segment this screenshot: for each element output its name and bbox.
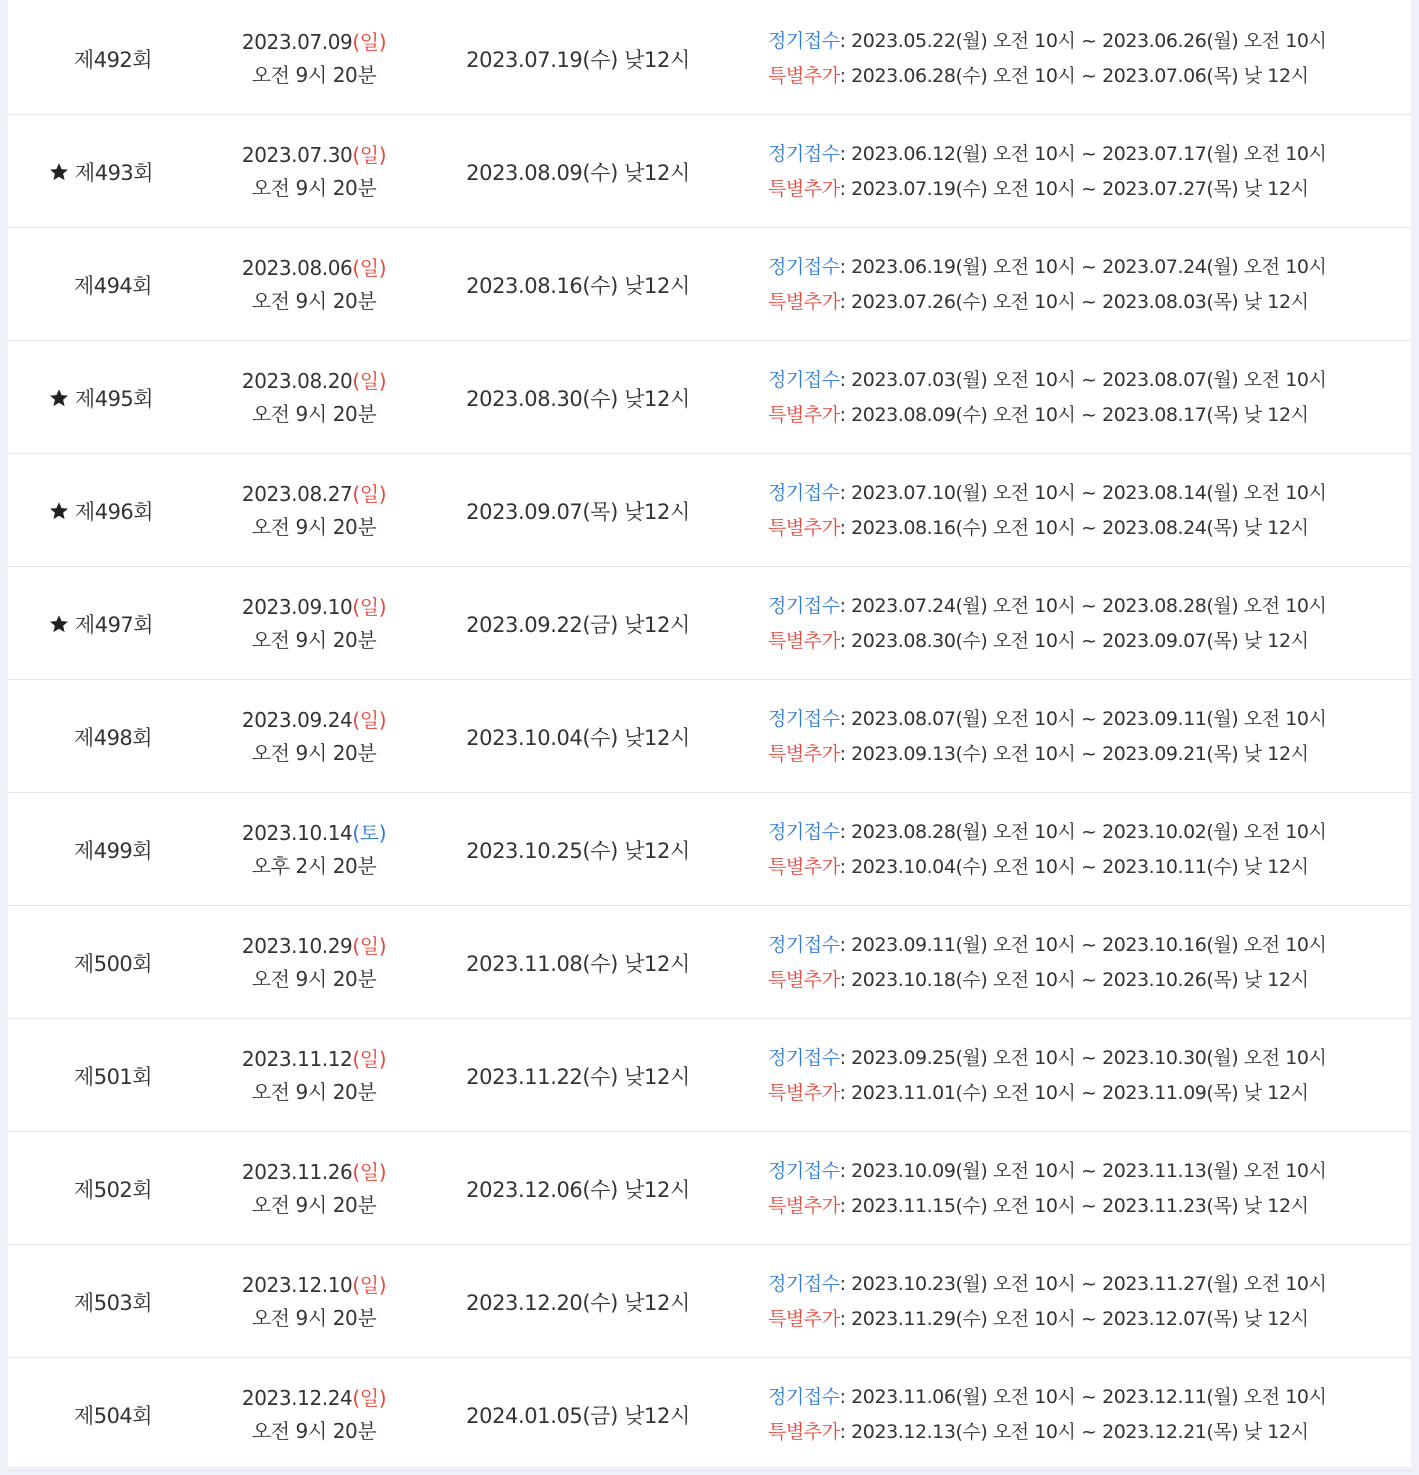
round-number: 제504회 [73, 1404, 153, 1428]
result-date-cell [410, 1133, 746, 1245]
label-separator: : [839, 1308, 852, 1330]
exam-date: 2023.11.26 [241, 1160, 353, 1184]
exam-date-cell [218, 455, 410, 567]
regular-application-line [768, 1380, 1326, 1415]
result-date: 2023.11.08(수) 낮12시 [466, 952, 690, 976]
round-cell [8, 1359, 218, 1471]
label-separator: : [839, 482, 852, 504]
exam-date-line [242, 478, 386, 511]
special-label: 특별추가 [768, 291, 840, 313]
table-row [8, 455, 1411, 567]
regular-label: 정기접수 [768, 595, 840, 617]
result-date: 2023.07.19(수) 낮12시 [466, 48, 690, 72]
result-date: 2023.10.25(수) 낮12시 [466, 839, 690, 863]
exam-date-line [242, 139, 386, 172]
result-date: 2023.08.30(수) 낮12시 [466, 387, 690, 411]
exam-time: 오전 9시 20분 [251, 402, 377, 426]
special-application-line [768, 1415, 1308, 1450]
result-date: 2023.12.20(수) 낮12시 [466, 1291, 690, 1315]
result-date-cell [410, 794, 746, 906]
table-row [8, 907, 1411, 1019]
special-label: 특별추가 [768, 856, 840, 878]
result-date-cell [410, 116, 746, 228]
result-date-cell [410, 1020, 746, 1132]
special-label: 특별추가 [768, 1308, 840, 1330]
exam-date-cell [218, 1133, 410, 1245]
exam-date: 2023.08.20 [241, 369, 353, 393]
special-period: 2023.10.18(수) 오전 10시 ~ 2023.10.26(목) 낮 12시 [851, 969, 1309, 991]
exam-day: (일) [352, 1273, 387, 1297]
exam-time: 오전 9시 20분 [251, 967, 377, 991]
exam-time: 오전 9시 20분 [251, 289, 377, 313]
regular-application-line [768, 363, 1326, 398]
exam-day: (일) [352, 30, 387, 54]
label-separator: : [839, 291, 852, 313]
application-period-cell [768, 907, 1408, 1019]
special-period: 2023.12.13(수) 오전 10시 ~ 2023.12.21(목) 낮 12시 [851, 1421, 1309, 1443]
special-label: 특별추가 [768, 630, 840, 652]
exam-date-line [242, 930, 386, 963]
round-cell [8, 681, 218, 793]
regular-period: 2023.07.03(월) 오전 10시 ~ 2023.08.07(월) 오전 10시 [851, 369, 1327, 391]
star-icon [49, 501, 69, 521]
special-label: 특별추가 [768, 517, 840, 539]
exam-date: 2023.09.10 [241, 595, 353, 619]
regular-application-line [768, 702, 1326, 737]
regular-application-line [768, 24, 1326, 59]
exam-date-line [242, 365, 386, 398]
result-date-cell [410, 568, 746, 680]
application-period-cell [768, 568, 1408, 680]
exam-date: 2023.07.30 [241, 143, 353, 167]
application-period-cell [768, 1359, 1408, 1471]
exam-date-cell [218, 1246, 410, 1358]
special-period: 2023.08.09(수) 오전 10시 ~ 2023.08.17(목) 낮 12시 [851, 404, 1309, 426]
table-row [8, 1133, 1411, 1245]
special-period: 2023.11.01(수) 오전 10시 ~ 2023.11.09(목) 낮 12시 [851, 1082, 1309, 1104]
special-label: 특별추가 [768, 178, 840, 200]
regular-period: 2023.09.25(월) 오전 10시 ~ 2023.10.30(월) 오전 10시 [851, 1047, 1327, 1069]
label-separator: : [839, 369, 852, 391]
label-separator: : [839, 743, 852, 765]
regular-period: 2023.07.24(월) 오전 10시 ~ 2023.08.28(월) 오전 10시 [851, 595, 1327, 617]
special-application-line [768, 59, 1308, 94]
round-number: 제495회 [74, 387, 154, 411]
exam-date: 2023.08.27 [241, 482, 353, 506]
regular-application-line [768, 137, 1326, 172]
round-cell [8, 568, 218, 680]
regular-period: 2023.07.10(월) 오전 10시 ~ 2023.08.14(월) 오전 10시 [851, 482, 1327, 504]
result-date: 2024.01.05(금) 낮12시 [466, 1404, 690, 1428]
result-date-cell [410, 681, 746, 793]
regular-application-line [768, 815, 1326, 850]
exam-date: 2023.12.24 [241, 1386, 353, 1410]
special-application-line [768, 511, 1308, 546]
special-application-line [768, 963, 1308, 998]
label-separator: : [839, 821, 852, 843]
table-row [8, 794, 1411, 906]
round-number: 제502회 [73, 1178, 153, 1202]
exam-date: 2023.10.14 [241, 821, 353, 845]
round-cell [8, 794, 218, 906]
regular-application-line [768, 589, 1326, 624]
exam-time: 오전 9시 20분 [251, 176, 377, 200]
special-application-line [768, 1302, 1308, 1337]
table-row [8, 116, 1411, 228]
regular-period: 2023.09.11(월) 오전 10시 ~ 2023.10.16(월) 오전 10시 [851, 934, 1327, 956]
exam-schedule-table [8, 0, 1411, 1467]
application-period-cell [768, 1020, 1408, 1132]
exam-date-cell [218, 342, 410, 454]
application-period-cell [768, 116, 1408, 228]
exam-date-line [242, 591, 386, 624]
star-icon [49, 162, 69, 182]
special-period: 2023.09.13(수) 오전 10시 ~ 2023.09.21(목) 낮 12시 [851, 743, 1309, 765]
label-separator: : [839, 1047, 852, 1069]
round-cell [8, 1133, 218, 1245]
special-label: 특별추가 [768, 65, 840, 87]
exam-date-cell [218, 229, 410, 341]
round-number: 제499회 [73, 839, 153, 863]
round-number: 제492회 [73, 48, 153, 72]
exam-day: (일) [352, 595, 387, 619]
label-separator: : [839, 178, 852, 200]
exam-date-cell [218, 116, 410, 228]
regular-label: 정기접수 [768, 1273, 840, 1295]
application-period-cell [768, 3, 1408, 115]
special-period: 2023.10.04(수) 오전 10시 ~ 2023.10.11(수) 낮 12시 [851, 856, 1309, 878]
exam-date: 2023.12.10 [241, 1273, 353, 1297]
special-application-line [768, 624, 1308, 659]
table-row [8, 1020, 1411, 1132]
regular-label: 정기접수 [768, 1386, 840, 1408]
exam-time: 오전 9시 20분 [251, 1193, 377, 1217]
exam-date-cell [218, 1020, 410, 1132]
label-separator: : [839, 969, 852, 991]
round-cell [8, 342, 218, 454]
exam-day: (토) [352, 821, 387, 845]
exam-day: (일) [352, 143, 387, 167]
regular-label: 정기접수 [768, 30, 840, 52]
label-separator: : [839, 30, 852, 52]
exam-date-cell [218, 568, 410, 680]
regular-application-line [768, 250, 1326, 285]
round-cell [8, 3, 218, 115]
special-application-line [768, 398, 1308, 433]
round-number: 제496회 [74, 500, 154, 524]
exam-day: (일) [352, 256, 387, 280]
result-date-cell [410, 907, 746, 1019]
regular-label: 정기접수 [768, 369, 840, 391]
exam-date: 2023.08.06 [241, 256, 353, 280]
regular-label: 정기접수 [768, 1160, 840, 1182]
application-period-cell [768, 794, 1408, 906]
exam-date: 2023.10.29 [241, 934, 353, 958]
exam-date-line [242, 252, 386, 285]
label-separator: : [839, 595, 852, 617]
exam-time: 오후 2시 20분 [251, 854, 377, 878]
round-cell [8, 1020, 218, 1132]
exam-date-line [242, 1043, 386, 1076]
exam-date-cell [218, 794, 410, 906]
regular-application-line [768, 476, 1326, 511]
application-period-cell [768, 229, 1408, 341]
round-number: 제501회 [73, 1065, 153, 1089]
regular-period: 2023.11.06(월) 오전 10시 ~ 2023.12.11(월) 오전 10시 [851, 1386, 1327, 1408]
result-date: 2023.09.07(목) 낮12시 [466, 500, 690, 524]
round-number: 제493회 [74, 161, 154, 185]
exam-date-line [242, 704, 386, 737]
result-date-cell [410, 342, 746, 454]
result-date: 2023.12.06(수) 낮12시 [466, 1178, 690, 1202]
label-separator: : [839, 1386, 852, 1408]
round-cell [8, 229, 218, 341]
exam-time: 오전 9시 20분 [251, 741, 377, 765]
table-row [8, 681, 1411, 793]
exam-time: 오전 9시 20분 [251, 515, 377, 539]
label-separator: : [839, 256, 852, 278]
regular-application-line [768, 1267, 1326, 1302]
label-separator: : [839, 517, 852, 539]
exam-day: (일) [352, 1386, 387, 1410]
result-date-cell [410, 3, 746, 115]
result-date: 2023.10.04(수) 낮12시 [466, 726, 690, 750]
exam-time: 오전 9시 20분 [251, 1306, 377, 1330]
table-row [8, 342, 1411, 454]
exam-day: (일) [352, 1160, 387, 1184]
regular-period: 2023.06.12(월) 오전 10시 ~ 2023.07.17(월) 오전 10시 [851, 143, 1327, 165]
regular-application-line [768, 1154, 1326, 1189]
label-separator: : [839, 1421, 852, 1443]
table-row [8, 1359, 1411, 1471]
exam-time: 오전 9시 20분 [251, 1419, 377, 1443]
special-period: 2023.07.26(수) 오전 10시 ~ 2023.08.03(목) 낮 12시 [851, 291, 1309, 313]
result-date-cell [410, 1246, 746, 1358]
regular-label: 정기접수 [768, 256, 840, 278]
exam-date-cell [218, 907, 410, 1019]
special-period: 2023.11.15(수) 오전 10시 ~ 2023.11.23(목) 낮 12시 [851, 1195, 1309, 1217]
regular-period: 2023.05.22(월) 오전 10시 ~ 2023.06.26(월) 오전 10시 [851, 30, 1327, 52]
result-date: 2023.08.16(수) 낮12시 [466, 274, 690, 298]
special-application-line [768, 285, 1308, 320]
regular-label: 정기접수 [768, 143, 840, 165]
special-label: 특별추가 [768, 969, 840, 991]
special-application-line [768, 737, 1308, 772]
result-date: 2023.08.09(수) 낮12시 [466, 161, 690, 185]
result-date: 2023.09.22(금) 낮12시 [466, 613, 690, 637]
label-separator: : [839, 65, 852, 87]
application-period-cell [768, 1133, 1408, 1245]
exam-day: (일) [352, 482, 387, 506]
special-label: 특별추가 [768, 404, 840, 426]
result-date-cell [410, 229, 746, 341]
result-date: 2023.11.22(수) 낮12시 [466, 1065, 690, 1089]
label-separator: : [839, 856, 852, 878]
exam-date: 2023.09.24 [241, 708, 353, 732]
application-period-cell [768, 342, 1408, 454]
special-application-line [768, 1189, 1308, 1224]
label-separator: : [839, 934, 852, 956]
exam-time: 오전 9시 20분 [251, 628, 377, 652]
result-date-cell [410, 1359, 746, 1471]
regular-application-line [768, 928, 1326, 963]
regular-label: 정기접수 [768, 1047, 840, 1069]
star-icon [49, 614, 69, 634]
regular-label: 정기접수 [768, 934, 840, 956]
application-period-cell [768, 455, 1408, 567]
round-number: 제497회 [74, 613, 154, 637]
regular-application-line [768, 1041, 1326, 1076]
exam-date-line [242, 1382, 386, 1415]
special-label: 특별추가 [768, 1082, 840, 1104]
special-application-line [768, 1076, 1308, 1111]
exam-date-line [242, 1269, 386, 1302]
exam-date-cell [218, 3, 410, 115]
special-period: 2023.08.30(수) 오전 10시 ~ 2023.09.07(목) 낮 12시 [851, 630, 1309, 652]
exam-date-line [242, 26, 386, 59]
special-label: 특별추가 [768, 743, 840, 765]
special-application-line [768, 172, 1308, 207]
special-label: 특별추가 [768, 1421, 840, 1443]
round-number: 제498회 [73, 726, 153, 750]
exam-time: 오전 9시 20분 [251, 1080, 377, 1104]
exam-date: 2023.11.12 [241, 1047, 353, 1071]
special-period: 2023.11.29(수) 오전 10시 ~ 2023.12.07(목) 낮 12시 [851, 1308, 1309, 1330]
regular-period: 2023.06.19(월) 오전 10시 ~ 2023.07.24(월) 오전 10시 [851, 256, 1327, 278]
exam-day: (일) [352, 934, 387, 958]
regular-label: 정기접수 [768, 708, 840, 730]
round-number: 제503회 [73, 1291, 153, 1315]
application-period-cell [768, 681, 1408, 793]
regular-period: 2023.08.28(월) 오전 10시 ~ 2023.10.02(월) 오전 10시 [851, 821, 1327, 843]
exam-day: (일) [352, 1047, 387, 1071]
result-date-cell [410, 455, 746, 567]
round-cell [8, 907, 218, 1019]
exam-time: 오전 9시 20분 [251, 63, 377, 87]
regular-period: 2023.10.23(월) 오전 10시 ~ 2023.11.27(월) 오전 10시 [851, 1273, 1327, 1295]
table-row [8, 1246, 1411, 1358]
special-label: 특별추가 [768, 1195, 840, 1217]
label-separator: : [839, 708, 852, 730]
label-separator: : [839, 1195, 852, 1217]
regular-period: 2023.10.09(월) 오전 10시 ~ 2023.11.13(월) 오전 10시 [851, 1160, 1327, 1182]
exam-date-cell [218, 681, 410, 793]
label-separator: : [839, 404, 852, 426]
exam-date-line [242, 817, 386, 850]
label-separator: : [839, 143, 852, 165]
special-period: 2023.07.19(수) 오전 10시 ~ 2023.07.27(목) 낮 12시 [851, 178, 1309, 200]
star-icon [49, 388, 69, 408]
label-separator: : [839, 1160, 852, 1182]
round-cell [8, 116, 218, 228]
application-period-cell [768, 1246, 1408, 1358]
round-number: 제494회 [73, 274, 153, 298]
round-cell [8, 1246, 218, 1358]
round-cell [8, 455, 218, 567]
special-period: 2023.08.16(수) 오전 10시 ~ 2023.08.24(목) 낮 12시 [851, 517, 1309, 539]
label-separator: : [839, 630, 852, 652]
exam-date-line [242, 1156, 386, 1189]
regular-label: 정기접수 [768, 482, 840, 504]
label-separator: : [839, 1273, 852, 1295]
exam-day: (일) [352, 369, 387, 393]
table-row [8, 229, 1411, 341]
label-separator: : [839, 1082, 852, 1104]
round-number: 제500회 [73, 952, 153, 976]
table-row [8, 568, 1411, 680]
special-period: 2023.06.28(수) 오전 10시 ~ 2023.07.06(목) 낮 12시 [851, 65, 1309, 87]
regular-label: 정기접수 [768, 821, 840, 843]
regular-period: 2023.08.07(월) 오전 10시 ~ 2023.09.11(월) 오전 10시 [851, 708, 1327, 730]
exam-date-cell [218, 1359, 410, 1471]
special-application-line [768, 850, 1308, 885]
exam-date: 2023.07.09 [241, 30, 353, 54]
table-row [8, 3, 1411, 115]
exam-day: (일) [352, 708, 387, 732]
